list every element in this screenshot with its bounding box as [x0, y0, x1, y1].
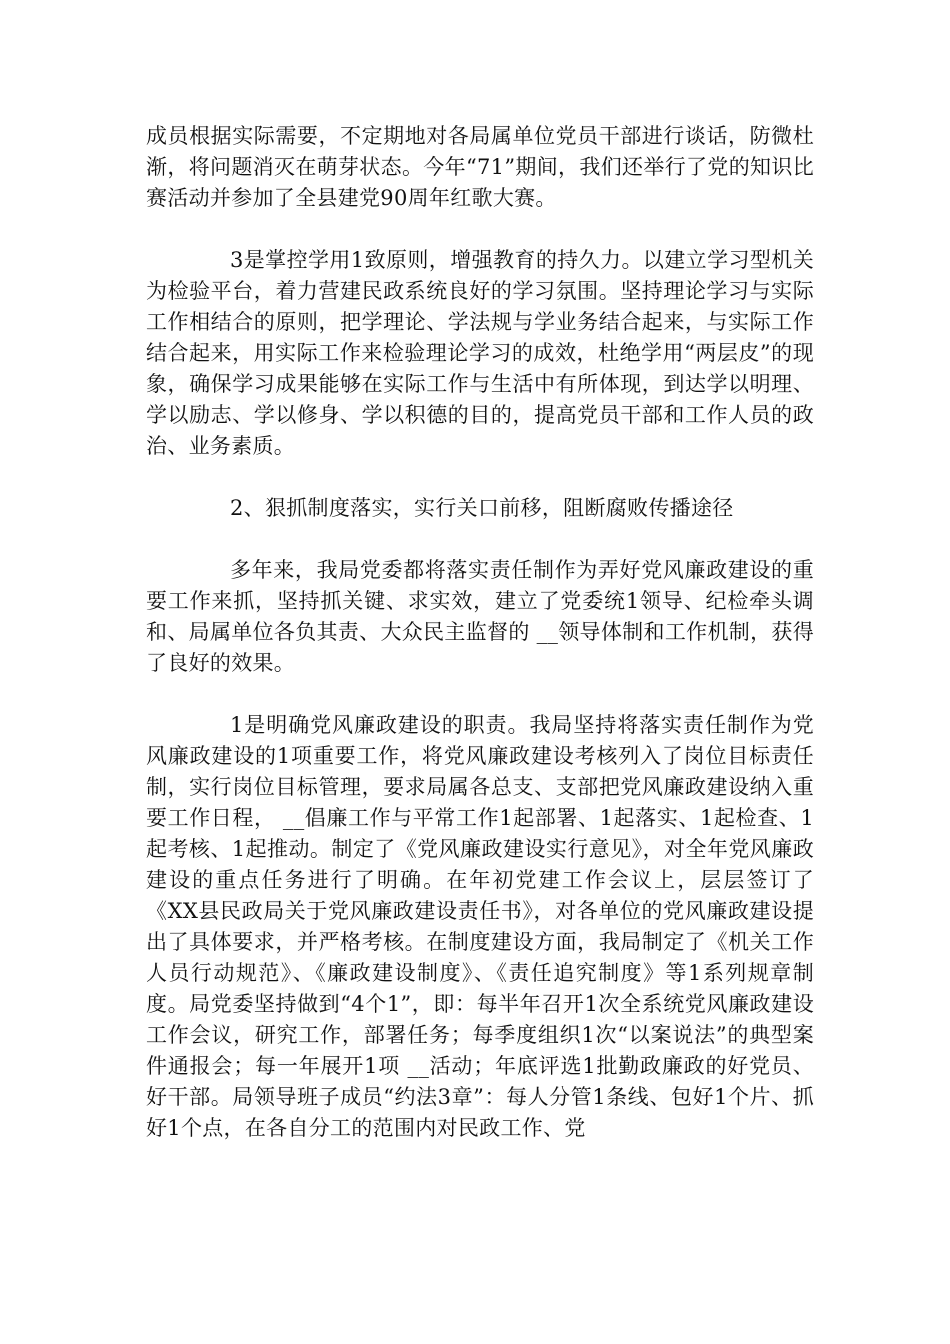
document-body: [146, 121, 814, 1144]
paragraph-gap: [146, 462, 814, 493]
paragraph-gap: [146, 524, 814, 555]
paragraph-gap: [146, 214, 814, 245]
paragraph-responsibility-system: 多年来，我局党委都将落实责任制作为弄好党风廉政建设的重要工作来抓，坚持抓关键、求实效，建立了党委统1领导、纪检牵头调和、局属单位各负其责、大众民主监督的 __领导体制和工作机制，获得了良好的效果。: [146, 558, 814, 675]
paragraph-duties: 1是明确党风廉政建设的职责。我局坚持将落实责任制作为党风廉政建设的1项重要工作，将党风廉政建设考核列入了岗位目标责任制，实行岗位目标管理，要求局属各总支、支部把党风廉政建设纳入重要工作日程， __倡廉工作与平常工作1起部署、1起落实、1起检查、1起考核、1起推动。制定了《党风廉政建设实行意见》，对全年党风廉政建设的重点任务进行了明确。在年初党建工作会议上，层层签订了《XX县民政局关于党风廉政建设责任书》，对各单位的党风廉政建设提出了具体要求，并严格考核。在制度建设方面，我局制定了《机关工作人员行动规范》、《廉政建设制度》、《责任追究制度》等1系列规章制度。局党委坚持做到“4个1”，即：每半年召开1次全系统党风廉政建设工作会议，研究工作，部署任务；每季度组织1次“以案说法”的典型案件通报会；每一年展开1项 __活动；年底评选1批勤政廉政的好党员、好干部。局领导班子成员“约法3章”：每人分管1条线、包好1个片、抓好1个点，在各自分工的范围内对民政工作、党: [146, 713, 814, 1140]
paragraph-gap: [146, 679, 814, 710]
paragraph-learning-principle: 3是掌控学用1致原则，增强教育的持久力。以建立学习型机关为检验平台，着力营建民政系统良好的学习氛围。坚持理论学习与实际工作相结合的原则，把学理论、学法规与学业务结合起来，与实际工作结合起来，用实际工作来检验理论学习的成效，杜绝学用“两层皮”的现象，确保学习成果能够在实际工作与生活中有所体现，到达学以明理、学以励志、学以修身、学以积德的目的，提高党员干部和工作人员的政治、业务素质。: [146, 248, 814, 458]
section-heading: 2、狠抓制度落实，实行关口前移，阻断腐败传播途径: [230, 496, 734, 520]
paragraph-continuation: 成员根据实际需要，不定期地对各局属单位党员干部进行谈话，防微杜渐，将问题消灭在萌芽状态。今年“71”期间，我们还举行了党的知识比赛活动并参加了全县建党90周年红歌大赛。: [146, 124, 814, 210]
